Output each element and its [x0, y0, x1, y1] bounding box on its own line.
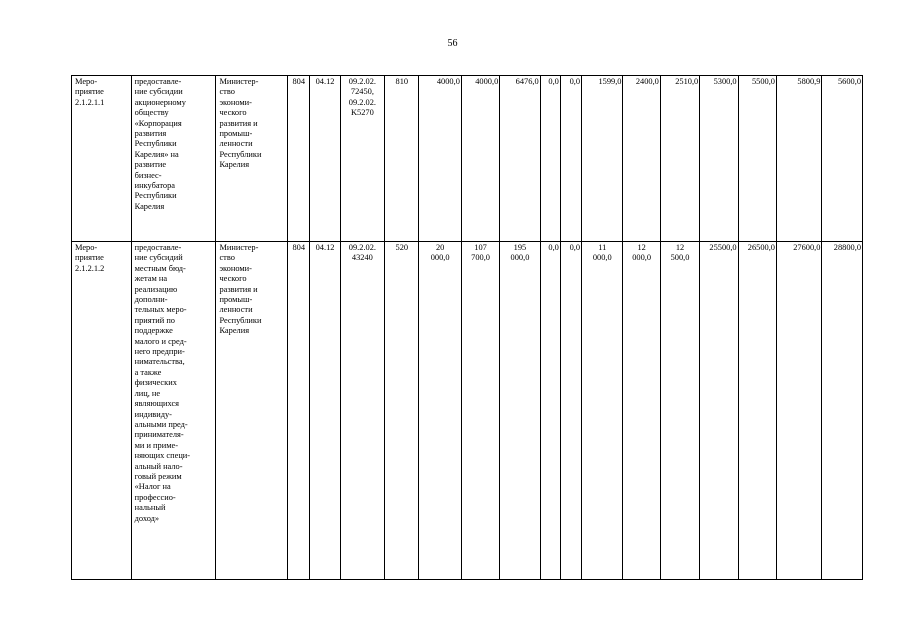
value-cell-5: [560, 76, 581, 242]
vr-cell: [385, 242, 419, 580]
table-row: [72, 242, 863, 580]
description-cell-text: профессио-: [134, 492, 176, 502]
value-cell-8-text: 500,0: [670, 253, 690, 263]
value-cell-4: [540, 76, 560, 242]
grbs-cell: [288, 76, 310, 242]
description-cell-text: Республики: [134, 191, 177, 201]
value-cell-9-text: 25500,0: [709, 243, 737, 252]
value-cell-2-text: 700,0: [471, 253, 490, 263]
value-cell-2-text: 4000,0: [475, 77, 499, 86]
csr-cell-text: K5270: [350, 108, 374, 118]
description-cell-text: индивиду-: [134, 409, 172, 419]
executor-cell-text: экономи-: [219, 263, 252, 273]
value-cell-6-text: 11: [598, 243, 607, 252]
value-cell-6: [582, 242, 623, 580]
value-cell-1-text: 4000,0: [436, 77, 460, 86]
csr-cell-text: 09.2.02.: [348, 77, 376, 86]
measure-cell-text: 2.1.2.1.2: [75, 263, 105, 273]
rzpr-cell-text: 04.12: [315, 77, 335, 86]
value-cell-11-text: 5800,9: [797, 77, 821, 86]
value-cell-7: [623, 242, 660, 580]
value-cell-12-text: 28800,0: [833, 243, 861, 252]
description-cell-text: тельных меро-: [134, 305, 187, 315]
description-cell-text: поддержке: [134, 326, 173, 336]
value-cell-7-text: 2400,0: [635, 77, 659, 86]
measure-cell-text: 2.1.2.1.1: [75, 97, 105, 107]
executor-cell-text: ческого: [219, 274, 247, 284]
executor-cell-text: экономи-: [219, 97, 252, 107]
value-cell-6-text: 1599,0: [598, 77, 622, 86]
description-cell: [131, 76, 216, 242]
description-cell-text: альными пред-: [134, 419, 188, 429]
value-cell-5-text: 0,0: [569, 77, 581, 86]
description-cell-text: ми и приме-: [134, 440, 179, 450]
description-cell-text: жетам на: [134, 274, 168, 284]
description-cell-text: инкубатора: [134, 181, 175, 191]
description-cell-text: ние субсидии: [134, 87, 183, 97]
rzpr-cell: [310, 242, 340, 580]
vr-cell: [385, 76, 419, 242]
executor-cell-text: ленности: [219, 139, 253, 149]
value-cell-9: [700, 76, 738, 242]
value-cell-4: [540, 242, 560, 580]
description-cell-text: Карелия: [134, 201, 165, 211]
measure-cell-text: приятие: [75, 87, 104, 97]
executor-cell-text: Министер-: [219, 77, 259, 86]
csr-cell: [340, 242, 384, 580]
value-cell-1-text: 20: [435, 243, 445, 252]
value-cell-1: [419, 242, 461, 580]
description-cell-text: предоставле-: [134, 243, 182, 252]
measure-cell: [72, 76, 132, 242]
description-cell-text: предоставле-: [134, 77, 182, 86]
description-cell-text: дополни-: [134, 295, 168, 305]
value-cell-10: [738, 242, 776, 580]
value-cell-3-text: 6476,0: [515, 77, 539, 86]
value-cell-7: [623, 76, 660, 242]
measure-cell-text: Меро-: [75, 77, 98, 86]
description-cell-text: «Корпорация: [134, 118, 182, 128]
value-cell-9: [700, 242, 738, 580]
measure-cell-text: приятие: [75, 253, 104, 263]
description-cell-text: а также: [134, 367, 162, 377]
value-cell-1-text: 000,0: [430, 253, 450, 263]
grbs-cell-text: 804: [292, 243, 306, 252]
value-cell-10: [738, 76, 776, 242]
value-cell-1: [419, 76, 461, 242]
executor-cell-text: промыш-: [219, 295, 253, 305]
value-cell-8-text: 12: [675, 243, 685, 252]
value-cell-11: [776, 242, 821, 580]
executor-cell-text: Карелия: [219, 326, 250, 336]
value-cell-7-text: 12: [637, 243, 646, 252]
grbs-cell-text: 804: [292, 77, 306, 86]
description-cell-text: Республики: [134, 139, 177, 149]
executor-cell-text: промыш-: [219, 129, 253, 139]
value-cell-3-text: 195: [513, 243, 527, 252]
rzpr-cell: [310, 76, 340, 242]
executor-cell-text: ленности: [219, 305, 253, 315]
description-cell-text: реализацию: [134, 284, 178, 294]
description-cell-text: нимательства,: [134, 357, 185, 367]
description-cell-text: бизнес-: [134, 170, 162, 180]
csr-cell: [340, 76, 384, 242]
csr-cell-text: 09.2.02.: [348, 97, 376, 107]
value-cell-8: [660, 76, 699, 242]
description-cell-text: говый режим: [134, 471, 182, 481]
executor-cell-text: ческого: [219, 108, 247, 118]
description-cell-text: развитие: [134, 160, 167, 170]
table-row: [72, 76, 863, 242]
value-cell-2: [461, 76, 499, 242]
page-number: 56: [447, 38, 458, 49]
rzpr-cell-text: 04.12: [315, 243, 335, 252]
description-cell-text: доход»: [134, 513, 160, 523]
description-cell-text: развития: [134, 129, 167, 139]
description-cell-text: Карелия» на: [134, 149, 179, 159]
value-cell-10-text: 26500,0: [747, 243, 775, 252]
description-cell-text: физических: [134, 378, 177, 388]
value-cell-3: [500, 76, 540, 242]
description-cell-text: приятий по: [134, 315, 175, 325]
description-cell-text: акционерному: [134, 97, 186, 107]
description-cell-text: лиц, не: [134, 388, 161, 398]
vr-cell-text: 810: [395, 77, 409, 86]
description-cell-text: няющих специ-: [134, 451, 191, 461]
measure-cell-text: Меро-: [75, 243, 98, 252]
csr-cell-text: 72450,: [350, 87, 374, 97]
value-cell-8: [660, 242, 699, 580]
executor-cell-text: Карелия: [219, 160, 250, 170]
executor-cell-text: развития и: [219, 118, 258, 128]
value-cell-8-text: 2510,0: [675, 77, 699, 86]
value-cell-9-text: 5300,0: [713, 77, 737, 86]
value-cell-5: [560, 242, 581, 580]
value-cell-12: [822, 242, 863, 580]
description-cell-text: местным бюд-: [134, 263, 186, 273]
value-cell-4-text: 0,0: [548, 77, 559, 86]
executor-cell-text: ство: [219, 87, 235, 97]
grbs-cell: [288, 242, 310, 580]
executor-cell-text: Республики: [219, 315, 262, 325]
value-cell-11: [776, 76, 821, 242]
csr-cell-text: 09.2.02.: [348, 243, 376, 252]
executor-cell-text: развития и: [219, 284, 258, 294]
description-cell-text: нальный: [134, 503, 166, 513]
value-cell-11-text: 27600,0: [793, 243, 821, 252]
executor-cell-text: ство: [219, 253, 235, 263]
value-cell-3: [500, 242, 540, 580]
value-cell-2: [461, 242, 499, 580]
executor-cell: [216, 242, 288, 580]
value-cell-7-text: 000,0: [632, 253, 652, 263]
value-cell-10-text: 5500,0: [751, 77, 775, 86]
description-cell-text: принимателя-: [134, 430, 184, 440]
description-cell-text: «Налог на: [134, 482, 171, 492]
value-cell-2-text: 107: [474, 243, 487, 252]
csr-cell-text: 43240: [351, 253, 373, 263]
value-cell-12: [822, 76, 863, 242]
value-cell-12-text: 5600,0: [837, 77, 861, 86]
value-cell-3-text: 000,0: [510, 253, 530, 263]
value-cell-6-text: 000,0: [592, 253, 612, 263]
description-cell-text: являющихся: [134, 399, 180, 409]
description-cell-text: ние субсидий: [134, 253, 183, 263]
executor-cell-text: Республики: [219, 149, 262, 159]
budget-table: [71, 75, 863, 580]
vr-cell-text: 520: [395, 243, 409, 252]
measure-cell: [72, 242, 132, 580]
description-cell: [131, 242, 216, 580]
description-cell-text: альный нало-: [134, 461, 183, 471]
executor-cell: [216, 76, 288, 242]
executor-cell-text: Министер-: [219, 243, 259, 252]
value-cell-5-text: 0,0: [569, 243, 581, 252]
description-cell-text: малого и сред-: [134, 336, 187, 346]
description-cell-text: него предпри-: [134, 347, 185, 357]
value-cell-4-text: 0,0: [548, 243, 559, 252]
description-cell-text: обществу: [134, 108, 169, 118]
value-cell-6: [582, 76, 623, 242]
